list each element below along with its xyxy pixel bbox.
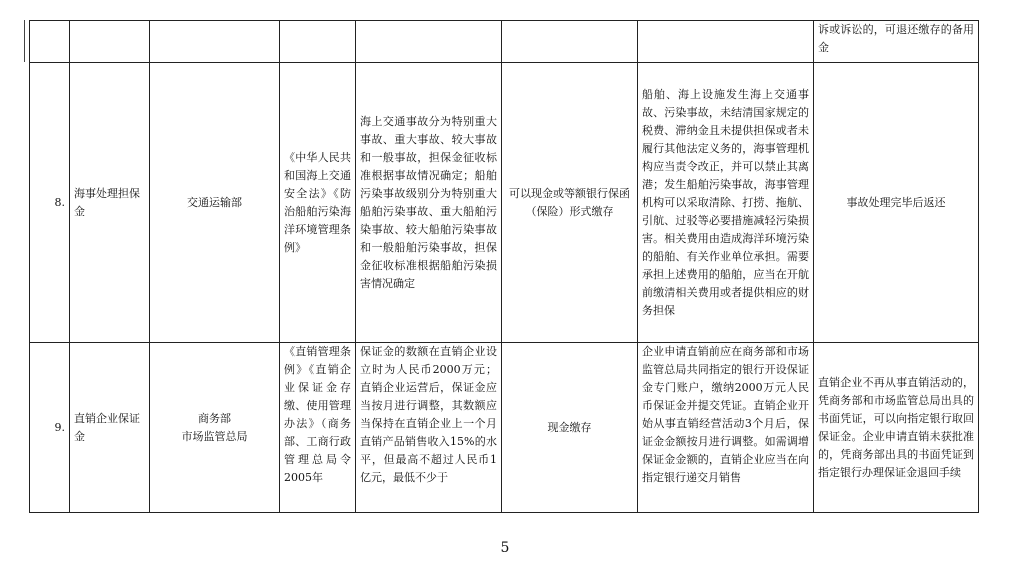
collection-condition: 船舶、海上设施发生海上交通事故、污染事故，未结清国家规定的税费、滞纳金且未提供担保或者未履行其他法定义务的，海事管理机构应当责令改正，并可以禁止其离港；发生船舶污染事故，海事管理机构可以采取清除、打捞、拖航、引航、过驳等必要措施减轻污染损害。相关费用由造成海洋环境污染的船舶、有关作业单位承担。需要承担上述费用的船舶，应当在开航前缴清相关费用或者提供相应的财务担保 <box>638 63 814 343</box>
margin-bar <box>24 20 25 62</box>
payment-form <box>502 21 638 63</box>
refund-method: 诉或诉讼的，可退还缴存的备用金 <box>814 21 979 63</box>
collection-standard: 海上交通事故分为特别重大事故、重大事故、较大事故和一般事故，担保金征收标准根据事故情况确定；船舶污染事故级别分为特别重大船舶污染事故、重大船舶污染事故、较大船舶污染事故和一般船舶污染事故，担保金征收标准根据船舶污染损害情况确定 <box>356 63 502 343</box>
payment-form: 现金缴存 <box>502 343 638 513</box>
payment-form: 可以现金或等额银行保函（保险）形式缴存 <box>502 63 638 343</box>
collection-condition: 企业申请直销前应在商务部和市场监管总局共同指定的银行开设保证金专门账户，缴纳2000万元人民币保证金并提交凭证。直销企业开始从事直销经营活动3个月后，保证金金额按月进行调整。如需调增保证金金额的，直销企业应当在向指定银行递交月销售 <box>642 345 809 484</box>
row-number: 8. <box>30 63 70 343</box>
table-row <box>30 63 979 343</box>
row-number <box>30 21 70 63</box>
row-number: 9. <box>30 343 70 513</box>
collection-standard <box>356 21 502 63</box>
bond-name: 海事处理担保金 <box>70 63 150 343</box>
department: 商务部 市场监管总局 <box>150 343 280 513</box>
legal-basis: 《中华人民共和国海上交通安全法》《防治船舶污染海洋环境管理条例》 <box>280 63 356 343</box>
legal-basis <box>280 21 356 63</box>
table-row <box>30 21 979 63</box>
bond-name <box>70 21 150 63</box>
bond-table <box>29 20 979 513</box>
page-number: 5 <box>500 540 510 556</box>
bond-name: 直销企业保证金 <box>70 343 150 513</box>
department: 交通运输部 <box>150 63 280 343</box>
legal-basis: 《直销管理条例》《直销企业保证金存缴、使用管理办法》（商务部、工商行政管理总局令2005年 <box>284 345 351 484</box>
table-row <box>30 343 979 513</box>
refund-method: 事故处理完毕后返还 <box>814 63 979 343</box>
refund-method: 直销企业不再从事直销活动的，凭商务部和市场监管总局出具的书面凭证，可以向指定银行取回保证金。企业申请直销未获批准的，凭商务部出具的书面凭证到指定银行办理保证金退回手续 <box>814 343 979 513</box>
department <box>150 21 280 63</box>
collection-condition <box>638 21 814 63</box>
collection-standard: 保证金的数额在直销企业设立时为人民币2000万元；直销企业运营后，保证金应当按月进行调整，其数额应当保持在直销企业上一个月直销产品销售收入15%的水平，但最高不超过人民币1亿元，最低不少于 <box>360 345 497 484</box>
